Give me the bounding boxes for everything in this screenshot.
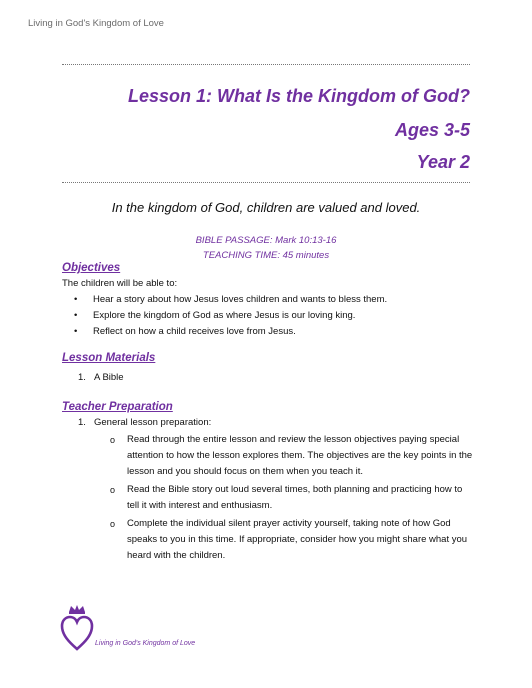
top-divider — [62, 64, 470, 65]
running-header: Living in God's Kingdom of Love — [28, 18, 164, 29]
materials-item — [78, 370, 378, 386]
item-number: 1. — [78, 372, 86, 383]
tagline: In the kingdom of God, children are valued and loved. — [111, 200, 421, 215]
materials-heading: Lesson Materials — [62, 352, 156, 364]
item-number: 1. — [78, 417, 86, 428]
teaching-time: TEACHING TIME: 45 minutes — [202, 250, 330, 261]
list-item: o Read through the entire lesson and review the lesson objectives paying special attention to how the lesson explores them. The objectives are the key points in the lesson and you should focus on them when you teach it. — [110, 432, 475, 480]
preparation-sublist — [110, 432, 475, 566]
list-item: o Read the Bible story out loud several times, both planning and practicing how to tell it with interest and enthusiasm. — [110, 482, 475, 514]
list-item: • Reflect on how a child receives love from Jesus. — [62, 324, 387, 340]
preparation-item — [78, 415, 378, 431]
item-text: General lesson preparation: — [94, 417, 212, 428]
ages-title: Ages 3-5 — [394, 120, 470, 140]
objectives-heading: Objectives — [62, 262, 121, 274]
bible-passage: BIBLE PASSAGE: Mark 10:13-16 — [195, 235, 337, 246]
title-divider — [62, 182, 470, 183]
preparation-heading: Teacher Preparation — [62, 401, 173, 413]
item-text: A Bible — [94, 372, 124, 383]
footer-text: Living in God's Kingdom of Love — [95, 640, 196, 647]
list-item: • Hear a story about how Jesus loves children and wants to bless them. — [62, 292, 387, 308]
list-item: • Explore the kingdom of God as where Jesus is our loving king. — [62, 308, 387, 324]
list-item: o Complete the individual silent prayer activity yourself, taking note of how God speaks to you in this time. If appropriate, consider how you might share what you heard with the children. — [110, 516, 475, 564]
crown-heart-logo-icon — [60, 604, 94, 652]
year-title: Year 2 — [416, 152, 470, 172]
lesson-title: Lesson 1: What Is the Kingdom of God? — [128, 86, 470, 106]
objectives-list — [62, 292, 387, 340]
objectives-intro: The children will be able to: — [62, 278, 178, 289]
